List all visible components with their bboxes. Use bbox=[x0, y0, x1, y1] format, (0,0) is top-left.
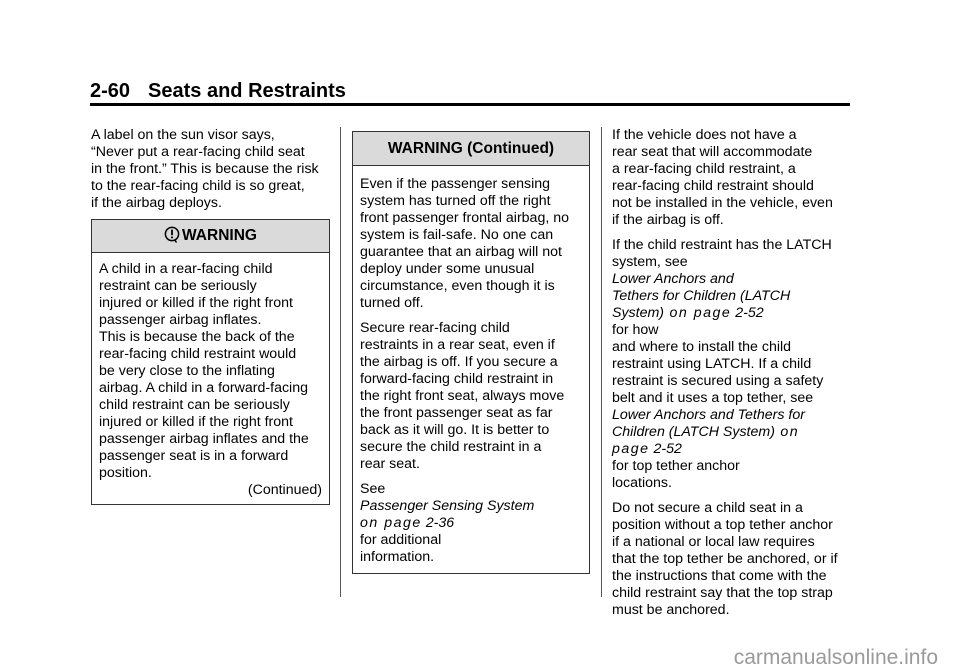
text-line: must be anchored. bbox=[612, 602, 730, 618]
text-line: in the front.” This is because the risk bbox=[91, 161, 319, 177]
warning-icon bbox=[164, 223, 180, 255]
text-line: rear-facing child restraint should bbox=[612, 178, 814, 194]
text-line: This is because the back of the bbox=[99, 329, 295, 345]
text-line: child restraint say that the top strap bbox=[612, 585, 833, 601]
intro-paragraph bbox=[91, 127, 331, 212]
cross-reference-link[interactable]: Children (LATCH System) bbox=[612, 424, 775, 440]
text-line: information. bbox=[360, 549, 435, 565]
text-line: secure the child restraint in a bbox=[360, 439, 542, 455]
warning-title: WARNING bbox=[182, 227, 257, 244]
page-number: 2-60 bbox=[90, 80, 131, 102]
warning-continued-body bbox=[353, 166, 589, 573]
text-line: turned off. bbox=[360, 295, 424, 311]
text-line: passenger airbag inflates. bbox=[99, 312, 262, 328]
paragraph bbox=[360, 481, 582, 566]
text-line: that the top tether be anchored, or if bbox=[612, 551, 838, 567]
text-line: back as it will go. It is better to bbox=[360, 422, 550, 438]
text: for additional bbox=[360, 532, 442, 548]
text-line: system has turned off the right bbox=[360, 193, 551, 209]
text-line: If the child restraint has the LATCH bbox=[612, 237, 832, 253]
text-line: rear-facing child restraint would bbox=[99, 346, 297, 362]
continued-label: (Continued) bbox=[247, 482, 322, 498]
text-line: locations. bbox=[612, 475, 672, 491]
page-reference: 2-36 bbox=[421, 515, 455, 531]
text-line: A label on the sun visor says, bbox=[91, 127, 275, 143]
text-line: front passenger frontal airbag, no bbox=[360, 210, 570, 226]
text-line: be very close to the inflating bbox=[99, 363, 275, 379]
paragraph bbox=[612, 237, 852, 492]
text-line: to the rear-facing child is so great, bbox=[91, 178, 305, 194]
text: page bbox=[612, 441, 650, 457]
text-line: system is fail-safe. No one can bbox=[360, 227, 554, 243]
text-line: rear seat that will accommodate bbox=[612, 144, 813, 160]
paragraph bbox=[612, 500, 852, 619]
text: on page bbox=[664, 305, 732, 321]
text-line: restraint is secured using a safety bbox=[612, 373, 824, 389]
text-line: and where to install the child bbox=[612, 339, 792, 355]
text: See bbox=[360, 481, 386, 497]
text-line: if the airbag is off. bbox=[612, 212, 724, 228]
text-line: passenger seat is in a forward bbox=[99, 448, 289, 464]
text-line: deploy under some unusual bbox=[360, 261, 535, 277]
text-line bbox=[360, 481, 582, 515]
text-line: the front passenger seat as far bbox=[360, 405, 553, 421]
text-line: Do not secure a child seat in a bbox=[612, 500, 803, 516]
column-3 bbox=[612, 127, 852, 627]
text-line: restraint can be seriously bbox=[99, 278, 257, 294]
text-line: restraints in a rear seat, even if bbox=[360, 337, 555, 353]
text-line: airbag. A child in a forward-facing bbox=[99, 380, 308, 396]
text-line: if a national or local law requires bbox=[612, 534, 815, 550]
cross-reference-link[interactable]: System) bbox=[612, 305, 665, 321]
text-line: If the vehicle does not have a bbox=[612, 127, 797, 143]
column-divider-1 bbox=[340, 127, 341, 597]
text-line: the airbag is off. If you secure a bbox=[360, 354, 558, 370]
text: for how bbox=[612, 322, 659, 338]
column-divider-2 bbox=[601, 127, 602, 597]
section-title: Seats and Restraints bbox=[148, 80, 346, 102]
text-line: forward-facing child restraint in bbox=[360, 371, 554, 387]
text-line: Secure rear-facing child bbox=[360, 320, 510, 336]
text-line bbox=[612, 305, 852, 339]
text-line: injured or killed if the right front bbox=[99, 414, 293, 430]
text-line: circumstance, even though it is bbox=[360, 278, 555, 294]
text-line: A child in a rear-facing child bbox=[99, 261, 273, 277]
warning-header bbox=[92, 220, 329, 253]
text-line: injured or killed if the right front bbox=[99, 295, 293, 311]
text-line: Even if the passenger sensing bbox=[360, 176, 551, 192]
page-header bbox=[90, 80, 346, 103]
text-line: passenger airbag inflates and the bbox=[99, 431, 309, 447]
text-line: guarantee that an airbag will not bbox=[360, 244, 562, 260]
text-line: a rear-facing child restraint, a bbox=[612, 161, 796, 177]
text-line: rear seat. bbox=[360, 456, 420, 472]
text-line: the right front seat, always move bbox=[360, 388, 565, 404]
cross-reference-link[interactable]: Lower Anchors and bbox=[612, 271, 734, 287]
text: on bbox=[774, 424, 800, 440]
text-line: position. bbox=[99, 465, 152, 481]
text: for top tether anchor bbox=[612, 458, 740, 474]
text-line: “Never put a rear-facing child seat bbox=[91, 144, 305, 160]
paragraph bbox=[360, 320, 582, 473]
text-line bbox=[612, 288, 852, 305]
paragraph bbox=[612, 127, 852, 229]
page-reference: 2-52 bbox=[731, 305, 764, 321]
cross-reference-link[interactable]: Lower Anchors and Tethers for bbox=[612, 407, 805, 423]
page-reference: 2-52 bbox=[649, 441, 682, 457]
paragraph bbox=[360, 176, 582, 312]
cross-reference-link[interactable]: Tethers for Children (LATCH bbox=[612, 288, 791, 304]
text: on page bbox=[360, 515, 422, 531]
text: system, see bbox=[612, 254, 688, 270]
text-line bbox=[612, 441, 852, 475]
text-line: belt and it uses a top tether, see bbox=[612, 390, 814, 406]
text-line bbox=[612, 407, 852, 424]
cross-reference-link[interactable]: Passenger Sensing System bbox=[360, 498, 535, 514]
text-line bbox=[612, 254, 852, 288]
text-line: restraint using LATCH. If a child bbox=[612, 356, 812, 372]
text-line: not be installed in the vehicle, even bbox=[612, 195, 833, 211]
warning-box bbox=[91, 219, 330, 505]
warning-continued-box bbox=[352, 131, 590, 574]
column-2 bbox=[352, 131, 590, 574]
text-line bbox=[612, 424, 852, 441]
warning-body bbox=[92, 253, 329, 504]
header-rule bbox=[90, 103, 850, 106]
text-line: child restraint can be seriously bbox=[99, 397, 290, 413]
text-line: position without a top tether anchor bbox=[612, 517, 833, 533]
warning-continued-header: WARNING (Continued) bbox=[353, 132, 589, 166]
text-line: the instructions that come with the bbox=[612, 568, 827, 584]
column-1 bbox=[91, 127, 331, 498]
text-line bbox=[360, 515, 582, 549]
text-line: if the airbag deploys. bbox=[91, 195, 222, 211]
watermark: carmanualsonline.info bbox=[733, 646, 938, 669]
